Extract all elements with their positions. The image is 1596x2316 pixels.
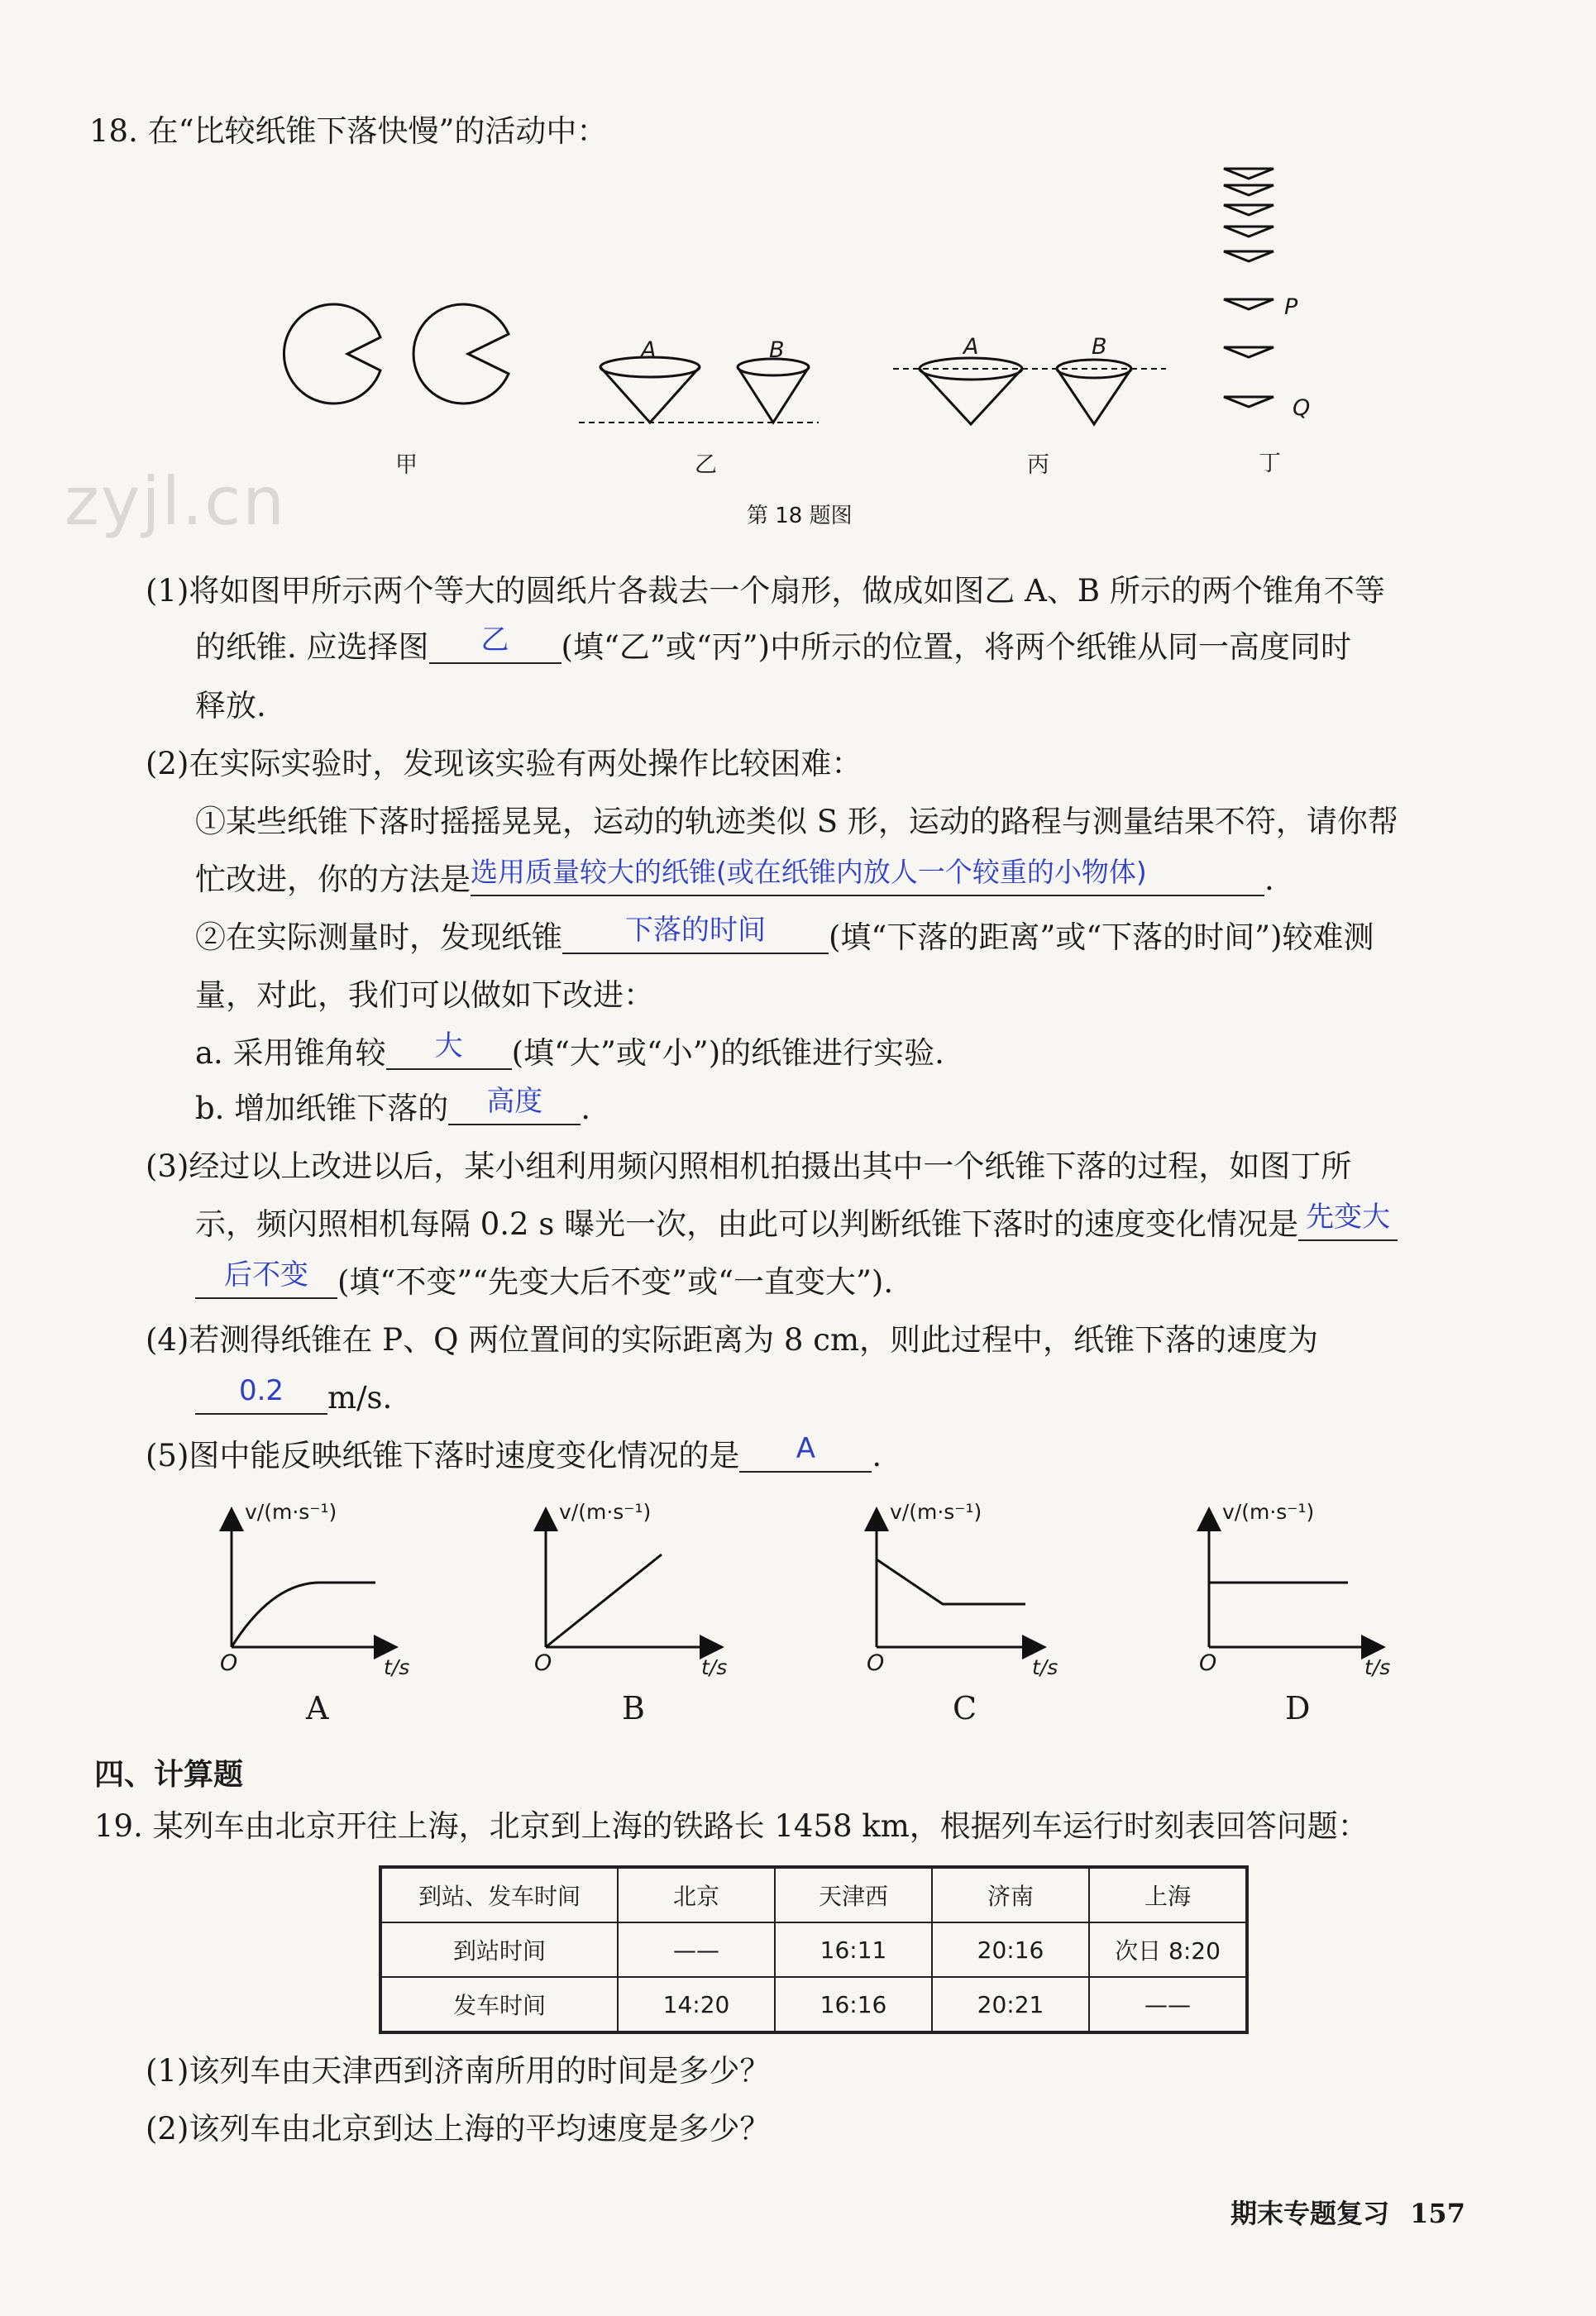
footer-section: 期末专题复习 <box>1230 2198 1390 2229</box>
label-yi: 乙 <box>695 452 717 478</box>
p4-line1: (4)若测得纸锥在 P、Q 两位置间的实际距离为 8 cm，则此过程中，纸锥下落的速度为 <box>146 1322 1319 1358</box>
graph-b-option: B <box>622 1690 645 1726</box>
ding-label-q: Q <box>1293 395 1311 421</box>
p2-c1-line1: ①某些纸锥下落时摇摇晃晃，运动的轨迹类似 S 形，运动的路程与测量结果不符，请你帮 <box>195 804 1398 839</box>
p3-line1: (3)经过以上改进以后，某小组利用频闪照相机拍摄出其中一个纸锥下落的过程，如图丁所 <box>146 1148 1352 1184</box>
graph-c-line <box>877 1559 1025 1604</box>
graph-d <box>1209 1511 1381 1647</box>
graph-a <box>232 1511 394 1647</box>
graph-d-option: D <box>1285 1690 1311 1726</box>
q19-sub1: (1)该列车由天津西到济南所用的时间是多少？ <box>146 2053 771 2089</box>
p2-c2-answer-blank <box>562 914 829 954</box>
timetable-cell: —— <box>618 1922 775 1977</box>
bing-label-b: B <box>1092 334 1107 360</box>
p2-b-line: b. 增加纸锥下落的 高度 . <box>195 1085 590 1126</box>
graph-b-ylabel: v/(m·s⁻¹) <box>559 1500 652 1524</box>
graph-a-origin: O <box>220 1650 238 1676</box>
graph-b-origin: O <box>534 1650 552 1676</box>
timetable-row <box>380 1922 1247 1977</box>
graph-a-xlabel: t/s <box>384 1655 410 1679</box>
p2-a-answer-blank <box>386 1029 512 1070</box>
p3-answer-1: 先变大 <box>1306 1201 1391 1234</box>
graph-a-ylabel: v/(m·s⁻¹) <box>245 1500 337 1524</box>
page-footer <box>1230 2193 1465 2231</box>
timetable-cell: 次日 8:20 <box>1089 1922 1247 1977</box>
page-number: 157 <box>1410 2198 1465 2229</box>
p2-b-answer-blank <box>448 1085 581 1125</box>
bing-label-a: A <box>963 334 979 360</box>
yi-label-a: A <box>641 337 657 363</box>
graph-c-origin: O <box>867 1650 885 1676</box>
timetable-header-cell: 北京 <box>618 1867 775 1922</box>
graph-a-curve <box>232 1583 375 1647</box>
p1-line3: 释放. <box>195 688 266 723</box>
yi-label-b: B <box>769 337 785 363</box>
p3-answer-blank-1 <box>1298 1201 1398 1241</box>
ding-label-p: P <box>1284 294 1298 320</box>
graph-c-xlabel: t/s <box>1032 1655 1058 1679</box>
p5-answer: A <box>796 1432 816 1465</box>
p3-answer-blank-2 <box>195 1258 337 1299</box>
figure-caption: 第 18 题图 <box>747 504 853 528</box>
timetable-cell: —— <box>1089 1977 1247 2032</box>
yi-cone-b <box>738 359 809 423</box>
p5-line: (5)图中能反映纸锥下落时速度变化情况的是 A . <box>146 1432 882 1473</box>
p2-c2-line1: ②在实际测量时，发现纸锥 下落的时间 (填“下落的距离”或“下落的时间”)较难测 <box>195 914 1374 955</box>
timetable-cell: 16:11 <box>775 1922 932 1977</box>
p2-b-answer: 高度 <box>486 1085 543 1118</box>
p3-line2: 示，频闪照相机每隔 0.2 s 曝光一次，由此可以判断纸锥下落时的速度变化情况是 先变大 <box>195 1209 1398 1241</box>
timetable-header-cell: 天津西 <box>775 1867 932 1922</box>
timetable-header-cell: 济南 <box>932 1867 1089 1922</box>
graph-c-option: C <box>953 1690 977 1726</box>
p2-a-line: a. 采用锥角较 大 (填“大”或“小”)的纸锥进行实验. <box>195 1029 944 1071</box>
graph-b-xlabel: t/s <box>701 1655 728 1679</box>
timetable-header-cell: 到站、发车时间 <box>380 1867 618 1922</box>
timetable-cell: 到站时间 <box>380 1922 618 1977</box>
p1-line1: (1)将如图甲所示两个等大的圆纸片各裁去一个扇形，做成如图乙 A、B 所示的两个锥角不等 <box>146 573 1385 609</box>
p2-c1-line2: 忙改进，你的方法是选用质量较大的纸锥(或在纸锥内放人一个较重的小物体) . <box>195 856 1274 897</box>
p2-c2-answer: 下落的时间 <box>625 914 766 947</box>
q19-sub2: (2)该列车由北京到达上海的平均速度是多少？ <box>146 2111 771 2146</box>
p3-answer-2: 后不变 <box>224 1258 308 1292</box>
vt-graphs <box>198 1488 1439 1728</box>
p2-line1: (2)在实际实验时，发现该实验有两处操作比较困难： <box>146 746 863 781</box>
p2-c1-answer-blank <box>471 856 1264 896</box>
p4-answer: 0.2 <box>238 1374 284 1407</box>
q18-stem: 18. 在“比较纸锥下落快慢”的活动中： <box>89 113 608 149</box>
p2-c2-line2: 量，对此，我们可以做如下改进： <box>195 977 654 1013</box>
p3-line3: 后不变 (填“不变”“先变大后不变”或“一直变大”). <box>195 1267 893 1299</box>
p1-answer: 乙 <box>480 623 509 657</box>
figure-18 <box>273 157 1348 496</box>
p2-a-answer: 大 <box>434 1029 463 1062</box>
timetable-header-cell: 上海 <box>1089 1867 1247 1922</box>
graph-c <box>877 1511 1042 1647</box>
section-heading: 四、计算题 <box>94 1758 244 1792</box>
timetable-cell: 发车时间 <box>380 1977 618 2032</box>
p5-answer-blank <box>739 1432 872 1473</box>
watermark: zyjl.cn <box>65 463 286 540</box>
timetable <box>379 1865 1249 2034</box>
graph-c-ylabel: v/(m·s⁻¹) <box>890 1500 982 1524</box>
timetable-cell: 16:16 <box>775 1977 932 2032</box>
yi-cone-a <box>600 357 700 423</box>
graph-d-origin: O <box>1199 1650 1217 1676</box>
graph-b-line <box>546 1554 662 1647</box>
timetable-cell: 20:16 <box>932 1922 1089 1977</box>
p4-line2: 0.2 m/s. <box>195 1382 392 1415</box>
timetable-cell: 14:20 <box>618 1977 775 2032</box>
label-jia: 甲 <box>395 452 418 478</box>
q19-stem: 19. 某列车由北京开往上海，北京到上海的铁路长 1458 km，根据列车运行时刻表回答问题： <box>94 1808 1369 1844</box>
circle-sheet-1 <box>284 304 380 404</box>
ding-cones <box>1224 169 1273 407</box>
timetable-row <box>380 1977 1247 2032</box>
timetable-header-row <box>380 1867 1247 1922</box>
label-ding: 丁 <box>1259 451 1281 476</box>
circle-sheet-2 <box>413 304 509 404</box>
label-bing: 丙 <box>1027 452 1049 478</box>
graph-d-ylabel: v/(m·s⁻¹) <box>1222 1500 1315 1524</box>
graph-b <box>546 1511 719 1647</box>
timetable-cell: 20:21 <box>932 1977 1089 2032</box>
graph-d-xlabel: t/s <box>1364 1655 1391 1679</box>
p1-answer-blank <box>429 623 561 664</box>
p1-line2: 的纸锥. 应选择图 乙 (填“乙”或“丙”)中所示的位置，将两个纸锥从同一高度同时 <box>195 623 1352 665</box>
graph-a-option: A <box>306 1690 329 1726</box>
p2-c1-answer: 选用质量较大的纸锥(或在纸锥内放人一个较重的小物体) <box>471 856 1147 888</box>
